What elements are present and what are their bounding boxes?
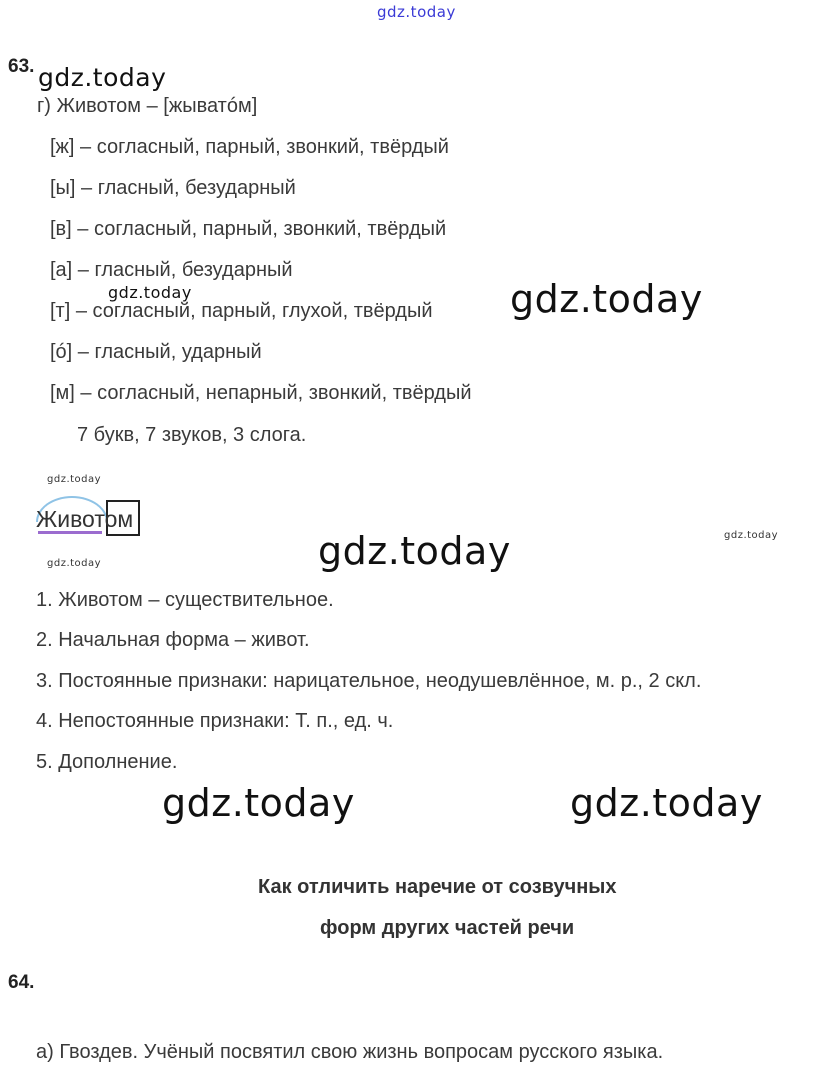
summary: 7 букв, 7 звуков, 3 слога.: [77, 424, 307, 446]
task-number: 63.: [8, 56, 35, 77]
watermark-header: gdz.today: [38, 63, 167, 92]
sound-line: [ж] – согласный, парный, звонкий, твёрдый: [50, 136, 449, 158]
sound-line: [а] – гласный, безударный: [50, 259, 293, 281]
watermark-big-center: gdz.today: [318, 529, 511, 573]
task-number: 64.: [8, 972, 35, 993]
analysis-item: 2. Начальная форма – живот.: [36, 629, 310, 651]
sound-line: [ы] – гласный, безударный: [50, 177, 296, 199]
task-line: а) Гвоздев. Учёный посвятил свою жизнь вопросам русского языка.: [36, 1041, 664, 1063]
section-heading-line1: Как отличить наречие от созвучных: [258, 876, 617, 898]
analysis-item: 3. Постоянные признаки: нарицательное, неодушевлённое, м. р., 2 скл.: [36, 670, 702, 692]
watermark-bottom-left: gdz.today: [162, 781, 355, 825]
watermark-top: gdz.today: [377, 3, 456, 21]
analysis-item: 5. Дополнение.: [36, 751, 178, 773]
sound-line: [ó] – гласный, ударный: [50, 341, 262, 363]
word-title: г) Животом – [жыватóм]: [37, 95, 258, 117]
analysis-item: 4. Непостоянные признаки: Т. п., ед. ч.: [36, 710, 394, 732]
watermark-tiny-2: gdz.today: [47, 558, 102, 569]
watermark-small: gdz.today: [108, 283, 192, 302]
watermark-tiny: gdz.today: [47, 474, 102, 485]
watermark-big-right: gdz.today: [510, 277, 703, 321]
sound-line: [в] – согласный, парный, звонкий, твёрдый: [50, 218, 447, 240]
section-heading-line2: форм других частей речи: [320, 917, 575, 939]
sound-line: [м] – согласный, непарный, звонкий, твёрдый: [50, 382, 472, 404]
watermark-tiny-right: gdz.today: [724, 530, 779, 541]
morph-word: Животом: [36, 506, 134, 532]
analysis-item: 1. Животом – существительное.: [36, 589, 334, 611]
watermark-bottom-right: gdz.today: [570, 781, 763, 825]
sound-line: [т] – согласный, парный, глухой, твёрдый: [50, 300, 433, 322]
